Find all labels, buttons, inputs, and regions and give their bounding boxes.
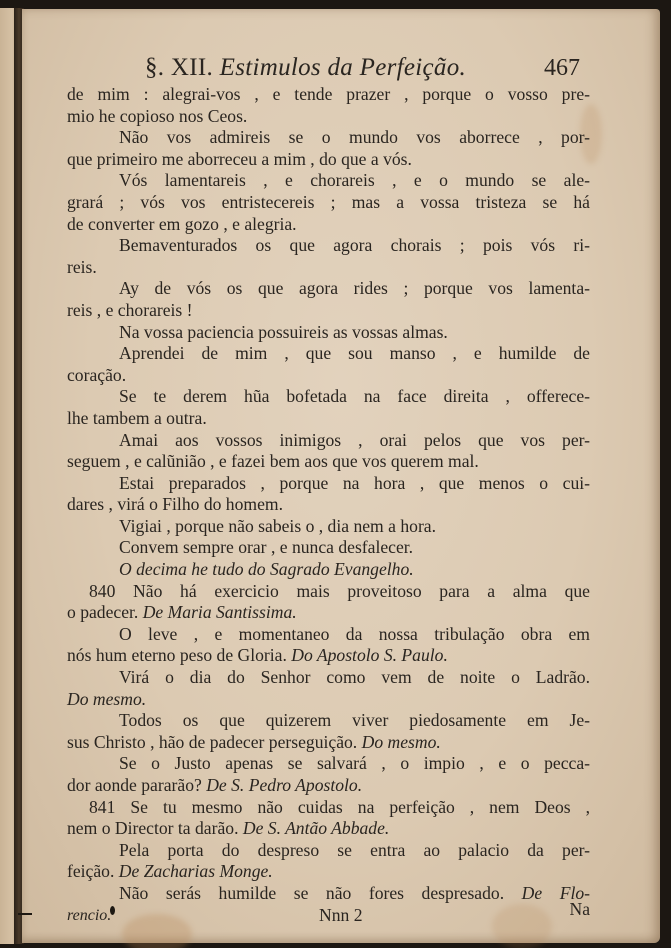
text-line: [67, 430, 590, 452]
line-text: 841 Se tu mesmo não cuidas na perfeição , nem Deos ,: [89, 796, 590, 817]
text-line: [67, 645, 590, 667]
line-text: Não vos admireis se o mundo vos aborrece , por-: [119, 127, 590, 148]
attribution: O decima he tudo do Sagrado Evangelho.: [119, 559, 414, 580]
line-text: nós hum eterno peso de Gloria.: [67, 645, 292, 666]
text-line: [67, 278, 590, 300]
line-text: sus Christo , hão de padecer perseguição.: [67, 731, 362, 752]
line-text: O leve , e momentaneo da nossa tribulação obra em: [119, 623, 590, 644]
section-number: §. XII.: [145, 54, 214, 81]
attribution: De S. Pedro Apostolo.: [206, 775, 363, 795]
attribution: Do mesmo.: [361, 731, 441, 752]
text-line: [67, 818, 590, 840]
text-line: [67, 581, 590, 603]
line-text: dares , virá o Filho do homem.: [67, 494, 283, 515]
text-line: [67, 170, 590, 192]
text-line: [67, 689, 590, 711]
line-text: grará ; vós vos entristecereis ; mas a vossa tristeza se há: [67, 191, 590, 212]
line-text: Amai aos vossos inimigos , orai pelos que vos per-: [119, 429, 590, 450]
text-line: [67, 408, 590, 430]
text-line: [67, 106, 590, 128]
text-line: [67, 667, 590, 689]
line-text: Vós lamentareis , e chorareis , e o mundo se ale-: [119, 170, 590, 191]
attribution: De Zacharias Monge.: [118, 861, 273, 882]
line-text: Vigiai , porque não sabeis o , dia nem a hora.: [119, 515, 437, 536]
line-text: o padecer.: [67, 602, 143, 623]
running-header: [67, 52, 590, 84]
line-text: lhe tambem a outra.: [67, 407, 207, 428]
running-title: [145, 52, 466, 84]
page-footer: [67, 898, 590, 927]
line-text: reis.: [67, 256, 97, 277]
body-text: [67, 84, 590, 905]
line-text: Virá o dia do Senhor como vem de noite o Ladrão.: [119, 667, 590, 688]
page-number: 467: [544, 55, 580, 81]
text-line: [67, 559, 590, 581]
signature-mark: Nnn 2: [319, 904, 363, 925]
text-line: [67, 386, 590, 408]
text-line: [67, 473, 590, 495]
text-line: [67, 257, 590, 279]
line-text: coração.: [67, 364, 127, 385]
line-text: reis , e chorareis !: [67, 299, 193, 320]
line-text: Não serás humilde se não fores despresado.: [119, 882, 522, 903]
text-line: [67, 710, 590, 732]
line-text: dor aonde pararão?: [67, 775, 207, 795]
line-text: Estai preparados , porque na hora , que menos o cui-: [119, 472, 590, 493]
text-line: [67, 365, 590, 387]
text-line: [67, 149, 590, 171]
attribution: Do Apostolo S. Paulo.: [291, 645, 448, 666]
attribution: De Flo-: [521, 882, 590, 903]
text-line: [67, 192, 590, 214]
text-line: [67, 214, 590, 236]
line-text: de mim : alegrai-vos , e tende prazer , porque o vosso pre-: [67, 84, 590, 104]
text-line: [67, 300, 590, 322]
text-line: [67, 861, 590, 883]
text-line: [67, 343, 590, 365]
text-line: [67, 624, 590, 646]
line-text: Na vossa paciencia possuireis as vossas almas.: [119, 321, 448, 342]
attribution: De S. Antão Abbade.: [242, 818, 390, 839]
text-line: [67, 797, 590, 819]
text-line: [67, 322, 590, 344]
margin-mark: [18, 913, 32, 915]
chapter-title: Estimulos da Perfeição.: [219, 54, 467, 81]
attribution: De Maria Santissima.: [142, 602, 297, 623]
line-text: que primeiro me aborreceu a mim , do que a vós.: [67, 148, 412, 169]
line-text: 840 Não há exercicio mais proveitoso para a alma que: [89, 580, 590, 601]
text-line: [67, 883, 590, 905]
text-line: [67, 127, 590, 149]
line-text: Ay de vós os que agora rides ; porque vos lamenta-: [119, 278, 590, 299]
text-line: [67, 840, 590, 862]
text-line: [67, 732, 590, 754]
line-text: Todos os que quizerem viver piedosamente em Je-: [119, 710, 590, 731]
text-line: [67, 235, 590, 257]
text-line: [67, 516, 590, 538]
text-line: [67, 537, 590, 559]
line-text: Convem sempre orar , e nunca desfalecer.: [119, 537, 414, 558]
text-line: [67, 494, 590, 516]
line-text: feição.: [67, 861, 119, 882]
line-text: Pela porta do despreso se entra ao palacio da per-: [119, 839, 590, 860]
line-text: seguem , e calũnião , e fazei bem aos que vos querem mal.: [67, 451, 479, 472]
continuation-text: rencio.: [67, 906, 112, 924]
line-text: Bemaventurados os que agora chorais ; pois vós ri-: [119, 235, 590, 256]
line-text: mio he copioso nos Ceos.: [67, 105, 248, 126]
line-text: Se te derem hũa bofetada na face direita , offerece-: [119, 386, 590, 407]
text-line: [67, 84, 590, 106]
line-text: Aprendei de mim , que sou manso , e humilde de: [119, 343, 590, 364]
text-line: [67, 602, 590, 624]
line-text: Se o Justo apenas se salvará , o impio , e o pecca-: [119, 753, 590, 774]
page-text: [67, 52, 590, 927]
attribution: Do mesmo.: [67, 688, 147, 709]
text-line: [67, 775, 590, 797]
line-text: nem o Director ta darão.: [67, 818, 243, 839]
line-text: de converter em gozo , e alegria.: [67, 213, 297, 234]
text-line: [67, 451, 590, 473]
text-line: [67, 753, 590, 775]
catchword: Na: [569, 898, 590, 919]
